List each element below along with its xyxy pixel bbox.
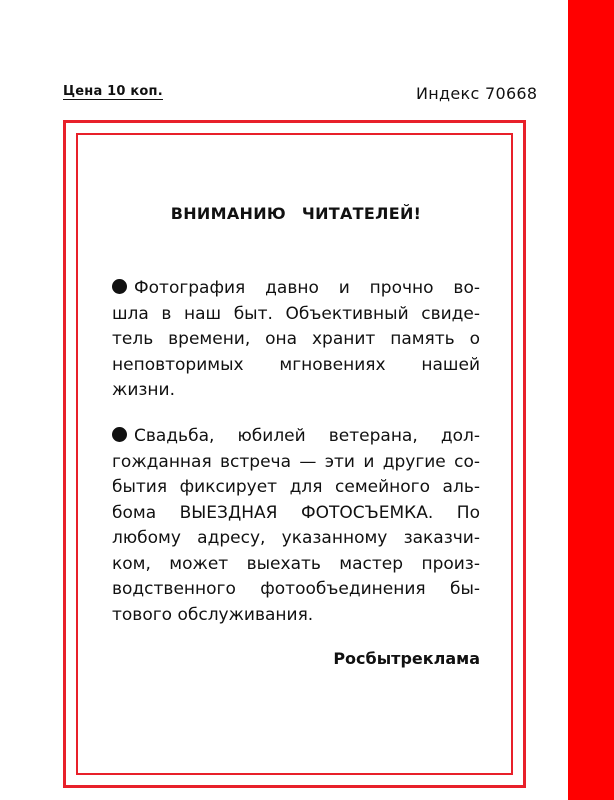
paragraph-line — [112, 424, 480, 450]
paragraph-line: шла в наш быт. Объективный свиде- — [112, 303, 480, 324]
paragraph-line: любому адресу, указанному заказчи- — [112, 528, 480, 548]
paragraph-line: ком, может выехать мастер произ- — [112, 553, 480, 574]
index-label: Индекс 70668 — [416, 84, 538, 103]
paragraph-line: водственного фотообъединения бы- — [112, 579, 480, 599]
bullet-dot-icon — [112, 427, 127, 442]
paragraph-line: тового обслуживания. — [112, 604, 314, 625]
paragraph-2 — [112, 424, 480, 628]
price-label: Цена 10 коп. — [63, 84, 163, 99]
bullet-dot-icon — [112, 279, 127, 294]
signature: Росбытреклама — [333, 649, 480, 668]
paragraph-line: жизни. — [112, 380, 175, 400]
notice-title: ВНИМАНИЮ ЧИТАТЕЛЕЙ! — [170, 204, 422, 223]
red-edge-strip — [568, 0, 614, 800]
paragraph-line: неповторимых мгновениях нашей — [112, 354, 480, 375]
paragraph-line: бома ВЫЕЗДНАЯ ФОТОСЪЕМКА. По — [112, 502, 480, 523]
paragraph-line: гожданная встреча — эти и другие со- — [112, 451, 480, 472]
paragraph-line — [112, 276, 480, 302]
paragraph-line-text: Фотография давно и прочно во- — [134, 278, 480, 298]
paragraph-line-text: Свадьба, юбилей ветерана, дол- — [134, 426, 480, 446]
paragraph-1 — [112, 276, 480, 404]
paragraph-line: бытия фиксирует для семейного аль- — [112, 477, 480, 497]
paragraph-line: тель времени, она хранит память о — [112, 329, 480, 349]
